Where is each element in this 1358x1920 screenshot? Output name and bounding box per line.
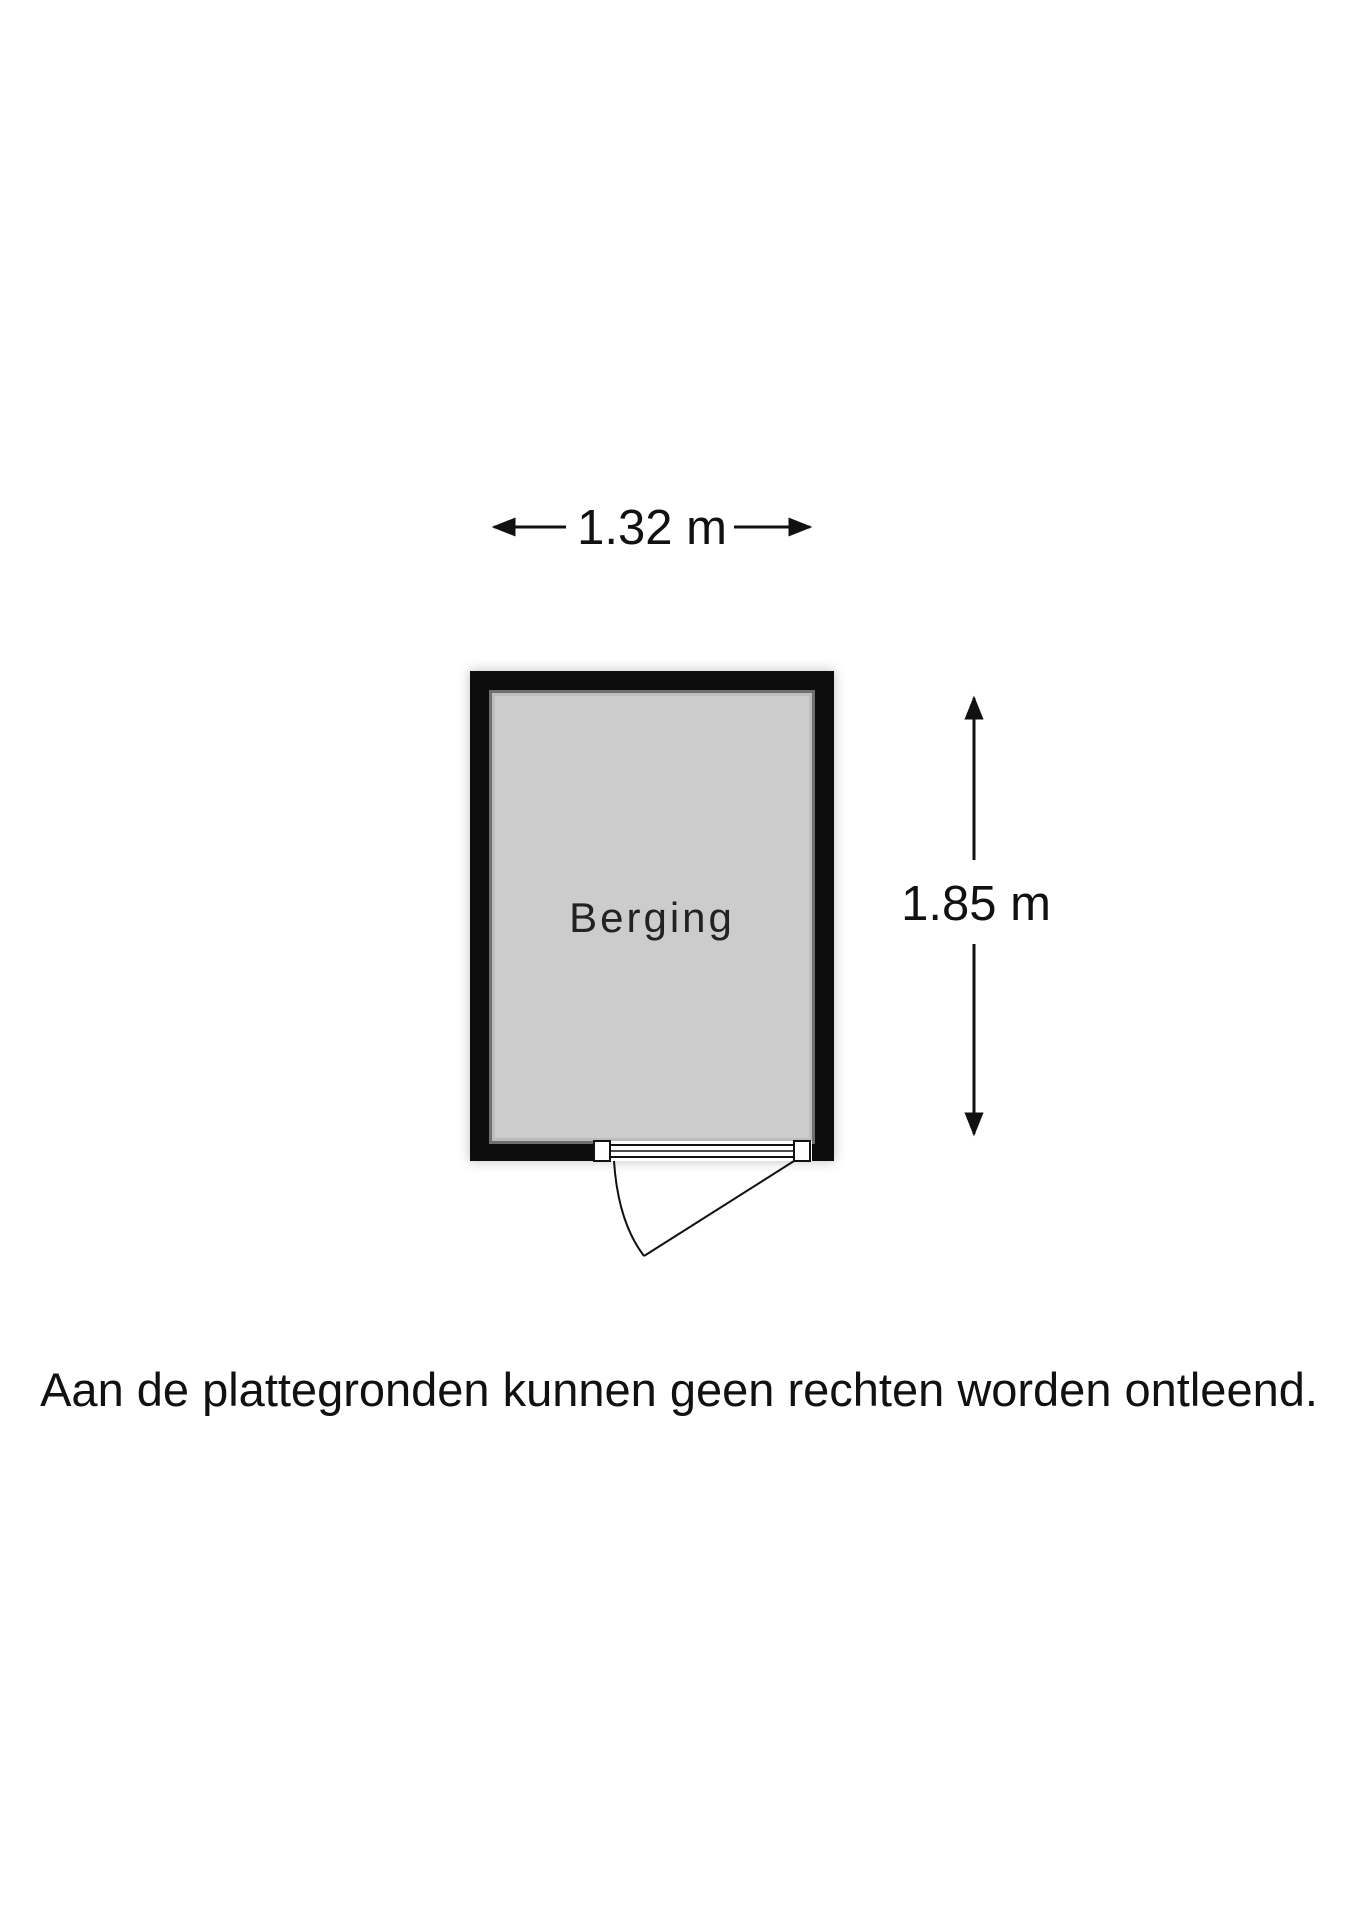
door-swing-arc [614, 1161, 644, 1256]
width-label: 1.32 m [577, 501, 727, 555]
door-jamb-right [794, 1141, 810, 1161]
door-leaf [644, 1161, 794, 1256]
height-label: 1.85 m [901, 877, 1051, 931]
room-label: Berging [569, 894, 735, 941]
door [594, 1141, 812, 1256]
height-dimension [901, 698, 1051, 1134]
room-berging [470, 671, 834, 1161]
door-jamb-left [594, 1141, 610, 1161]
width-dimension [494, 501, 810, 555]
disclaimer-text: Aan de plattegronden kunnen geen rechten worden ontleend. [40, 1363, 1318, 1416]
